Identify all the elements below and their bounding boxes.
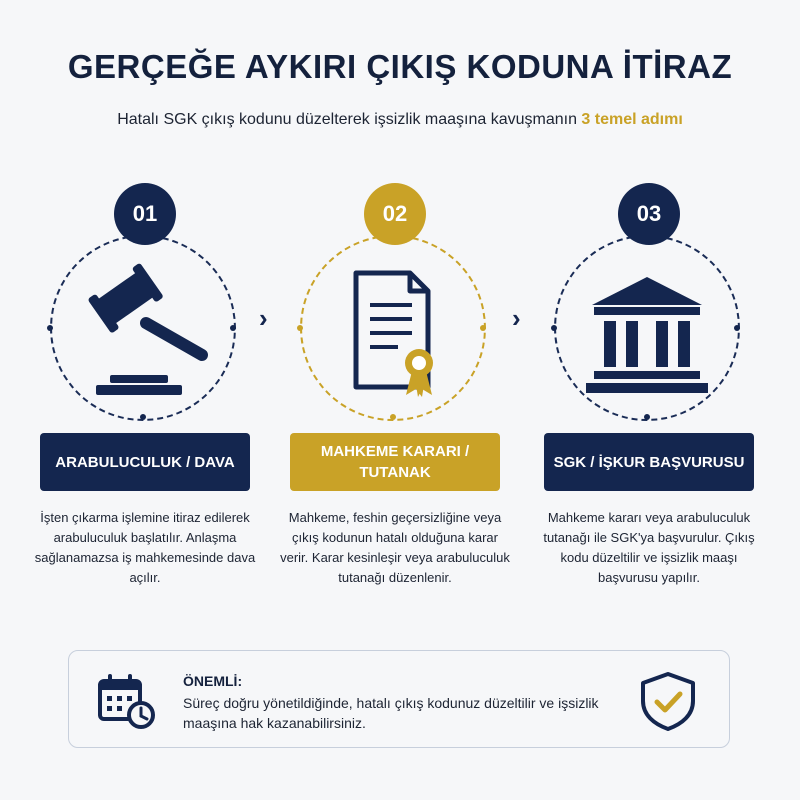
page-title: GERÇEĞE AYKIRI ÇIKIŞ KODUNA İTİRAZ (67, 48, 733, 85)
step-description: Mahkeme kararı veya arabuluculuk tutanağı ile SGK'ya başvurulur. Çıkış kodu düzeltilir ve işsizlik maaşı başvurusu yapılır. (543, 510, 755, 585)
calendar-clock-icon (97, 673, 155, 729)
step-label: SGK / İŞKUR BAŞVURUSU (544, 433, 754, 491)
certificate-document-icon (300, 235, 486, 421)
note-body: Süreç doğru yönetildiğinde, hatalı çıkış kodunuz düzeltilir ve işsizlik maaşına hak kazanabilirsiniz. (183, 695, 599, 731)
chevron-right-icon: › (259, 303, 268, 333)
government-building-icon (554, 235, 740, 421)
subtitle-highlight: 3 temel adımı (581, 111, 683, 128)
step-description: İşten çıkarma işlemine itiraz edilerek arabuluculuk başlatılır. Anlaşma sağlanamazsa iş mahkemesinde dava açılır. (34, 510, 256, 585)
gavel-icon (50, 235, 236, 421)
chevron-right-icon: › (512, 303, 521, 333)
step-number-badge: 02 (364, 183, 426, 245)
shield-check-icon (639, 671, 697, 731)
step-label: MAHKEME KARARI / TUTANAK (290, 433, 500, 491)
note-title: ÖNEMLİ: (183, 673, 243, 689)
subtitle-text: Hatalı SGK çıkış kodunu düzelterek işsizlik maaşına kavuşmanın (117, 111, 582, 128)
step-number-badge: 03 (618, 183, 680, 245)
page-subtitle (0, 111, 800, 129)
important-note (68, 650, 730, 748)
step-description: Mahkeme, feshin geçersizliğine veya çıkış kodunun hatalı olduğuna karar verir. Karar kesinleşir veya arabuluculuk tutanağı düzenlenir. (280, 510, 510, 585)
step-number-badge: 01 (114, 183, 176, 245)
step-label: ARABULUCULUK / DAVA (40, 433, 250, 491)
